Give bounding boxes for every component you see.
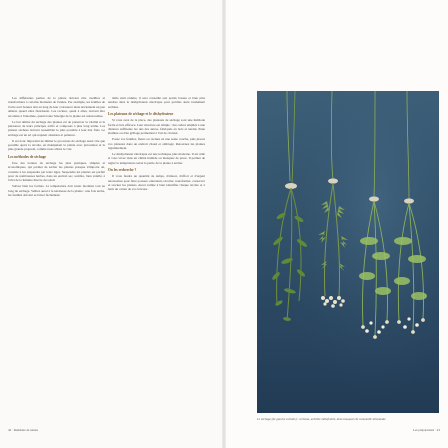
left-page-column-1	[8, 96, 105, 199]
left-page-folio: 42 · Remèdes de nature	[8, 428, 39, 432]
body-paragraph: Suivez bien les formes. La température doit rester modérée tout au long du séchage. Veillez aussi à la tendresse de la plante : une fois sèche, les feuilles doivent se briser facilement.	[8, 184, 105, 198]
section-heading: Les plateaux de séchage et le déshydrateur	[108, 112, 174, 117]
body-paragraph: Posez vos feuilles, fleurs ou racines en une seule couche, puis placez vos plateaux dans un endroit chaud et ombragé. Retournez les plantes régulièrement.	[108, 137, 205, 151]
body-paragraph: Si vous avez de la place, des plateaux de séchage sont une méthode facile et très efficace. Leur structure est simple : des cadres empilés à une distance suffisante les uns des autres, fabriqués en bois et tendus d'une étamine ou d'un grillage permettant à l'air de circuler.	[108, 118, 205, 136]
body-paragraph: Il est donc important de limiter le processus de séchage aussi vite que possible après la récolte, en manipulant la plante avec précaution et la plus grande propreté, comme nous allons le voir.	[8, 138, 105, 152]
left-page-column-2	[108, 96, 205, 193]
body-paragraph: Une des bonnes de séchage les plus pratiques, simples et économiques, qui permet de sécher les plantes presque n'importe où, consiste à les suspendre par leurs tiges. Suspendre les plantes est parfait pour de nombreuses herbes, dans un endroit sec, sombre, bien ventilé, à l'abri de la lumière directe du soleil.	[8, 160, 105, 183]
photo-caption: Le séchage (de gauche à droite) : verbena, achillée millefeuille, deux bouquets de camomille allemande	[257, 417, 386, 421]
body-paragraph: Les différentes parties de la plante doivent être cueillies et transformées à certains moments de l'année. Par exemple, les feuilles de l'ortie sont bonnes tant au long de leur croissance mais deviennent un peu amères quand elles fleurissent. Les racines, quant à elles, doivent être récoltées à l'automne, quand toute l'énergie de la plante est redescendue.	[8, 96, 105, 118]
book-gutter	[222, 0, 226, 448]
section-heading: On les recherche ?	[108, 168, 137, 173]
hanging-herbs-photo	[257, 91, 439, 413]
hanging-herbs-illustration	[257, 91, 439, 413]
body-paragraph: Il vous faudra un quantité de temps, d'amour, d'effort et d'argent nécessaires pour faire pousser, entretenir, récolter, transformer, conserver et stocker les plantes. Aussi veillez à bien identifier chaque récolte et à tenir un carnet de vos travaux.	[108, 174, 205, 192]
body-paragraph: taille était réduite, il sera conseillé aux points bassés et bien plus tendres dans le déshydrateur électrique pour qu'elles aient totalement séchées.	[108, 96, 205, 109]
body-paragraph: Le but ultime du séchage des plantes est de préserver la vitalité et la puissance de leurs principes actifs et composés à plus long terme. Les plantes séchées doivent ressembler le plus possible à leur état frais. Le séchage est un art qui requiert attention et patience.	[8, 119, 105, 137]
section-heading: Les méthodes de séchage	[8, 154, 47, 159]
right-page-folio: Les préparations · 43	[413, 428, 440, 432]
body-paragraph: Le déshydrateur électrique est une technique plus moderne. Il est utile si vous vivez dans un climat humide ou manquez de place. Il permet de régler la température selon la partie de la plante à sécher.	[108, 151, 205, 165]
